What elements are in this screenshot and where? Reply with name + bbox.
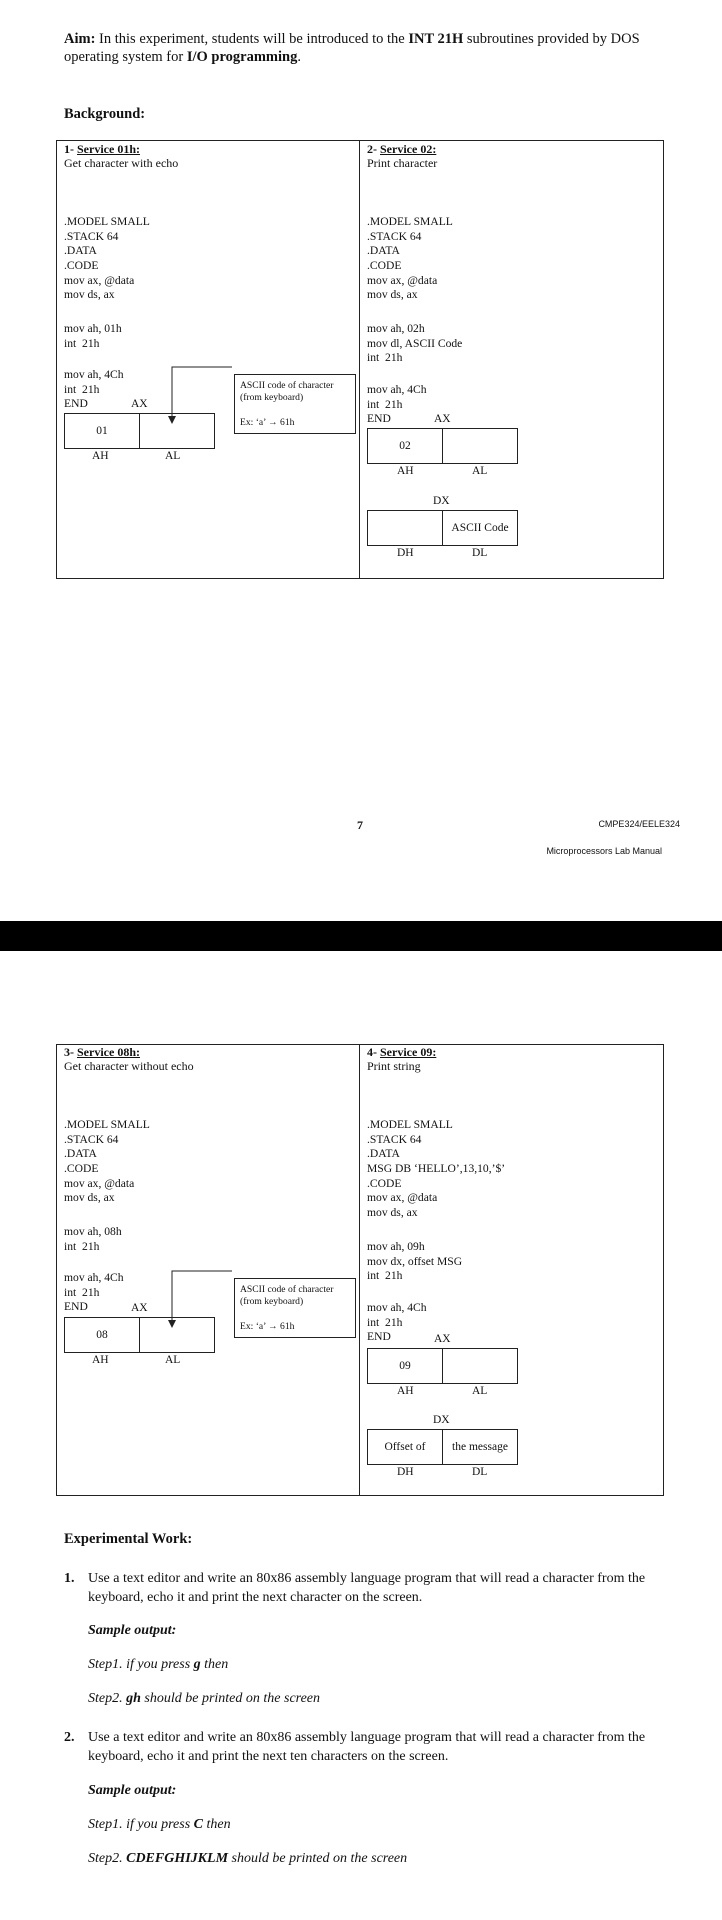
- exercise-text: Use a text editor and write an 80x86 assembly language program that will read a character from the keyboard, echo it and print the next character on the screen.: [88, 1571, 646, 1605]
- service-02-exit: mov ah, 4Ch int 21h END: [367, 383, 427, 426]
- table-divider: [359, 140, 360, 578]
- note-from-keyboard: (from keyboard): [240, 1296, 304, 1307]
- ah-label: AH: [397, 1385, 414, 1397]
- course-code: CMPE324/EELE324: [598, 819, 680, 829]
- exercise-2: [64, 1728, 670, 1766]
- aim-text: subroutines provided by DOS operating system for: [64, 31, 640, 65]
- exercise-text: Use a text editor and write an 80x86 assembly language program that will read a character from the keyboard, echo it and print the next ten characters on the screen.: [88, 1730, 646, 1764]
- ax-label: AX: [131, 398, 148, 410]
- page-number: 7: [357, 818, 363, 832]
- service-01-exit: mov ah, 4Ch int 21h END: [64, 368, 124, 411]
- dh-register-cell: Offset of: [367, 1429, 443, 1465]
- ah-label: AH: [92, 1354, 109, 1366]
- note-example: Ex: ‘a’ → 61h: [240, 1321, 295, 1332]
- service-08-subtitle: Get character without echo: [64, 1059, 194, 1073]
- sample-output-label: Sample output:: [88, 1623, 177, 1638]
- step-1: Step1. if you press g then: [88, 1657, 229, 1672]
- ax-label: AX: [131, 1302, 148, 1314]
- dl-label: DL: [472, 1466, 488, 1478]
- service-02-subtitle: Print character: [367, 156, 438, 170]
- service-08-heading: 3- Service 08h:: [64, 1045, 140, 1059]
- service-09-call: mov ah, 09h mov dx, offset MSG int 21h: [367, 1240, 463, 1283]
- al-label: AL: [165, 450, 181, 462]
- service-08-title: Service 08h:: [77, 1045, 140, 1059]
- table-divider: [359, 1044, 360, 1495]
- ah-register-cell: 01: [64, 413, 140, 449]
- service-09-title: Service 09:: [380, 1045, 437, 1059]
- note-ascii-code: ASCII code of character: [240, 380, 334, 391]
- exercise-1: [64, 1569, 670, 1607]
- dx-label: DX: [433, 1414, 450, 1426]
- ah-register-cell: 02: [367, 428, 443, 464]
- background-heading: Background:: [64, 106, 146, 122]
- service-02-call: mov ah, 02h mov dl, ASCII Code int 21h: [367, 322, 463, 365]
- dh-label: DH: [397, 547, 414, 559]
- arrow-icon: [160, 1268, 234, 1332]
- aim-text: .: [297, 49, 301, 65]
- service-08-exit: mov ah, 4Ch int 21h END: [64, 1271, 124, 1314]
- exercise-number: 1.: [64, 1571, 75, 1586]
- al-register-cell: [442, 1348, 518, 1384]
- aim-paragraph: [64, 30, 664, 66]
- arrow-icon: [160, 364, 234, 428]
- step-1: Step1. if you press C then: [88, 1817, 231, 1832]
- dl-label: DL: [472, 547, 488, 559]
- service-02-heading: 2- Service 02:: [367, 142, 437, 156]
- page-separator-band: [0, 921, 722, 951]
- sample-output-label: Sample output:: [88, 1783, 177, 1798]
- ax-label: AX: [434, 413, 451, 425]
- al-label: AL: [165, 1354, 181, 1366]
- service-02-code-block: .MODEL SMALL .STACK 64 .DATA .CODE mov ax, @data mov ds, ax: [367, 215, 453, 302]
- dh-label: DH: [397, 1466, 414, 1478]
- service-01-heading: 1- Service 01h:: [64, 142, 140, 156]
- ah-register-cell: 08: [64, 1317, 140, 1353]
- service-01-title: Service 01h:: [77, 142, 140, 156]
- ax-label: AX: [434, 1333, 451, 1345]
- service-09-heading: 4- Service 09:: [367, 1045, 437, 1059]
- al-label: AL: [472, 465, 488, 477]
- step-2: Step2. CDEFGHIJKLM should be printed on the screen: [88, 1851, 408, 1866]
- service-09-code-block: .MODEL SMALL .STACK 64 .DATA MSG DB ‘HELLO’,13,10,’$’ .CODE mov ax, @data mov ds, ax: [367, 1118, 506, 1219]
- dl-register-cell: the message: [442, 1429, 518, 1465]
- note-from-keyboard: (from keyboard): [240, 392, 304, 403]
- dh-register-cell: [367, 510, 443, 546]
- note-ascii-code: ASCII code of character: [240, 1284, 334, 1295]
- service-01-call: mov ah, 01h int 21h: [64, 322, 122, 350]
- experimental-work-heading: Experimental Work:: [64, 1531, 193, 1547]
- al-label: AL: [472, 1385, 488, 1397]
- exercise-number: 2.: [64, 1730, 75, 1745]
- service-01-code-block: .MODEL SMALL .STACK 64 .DATA .CODE mov ax, @data mov ds, ax: [64, 215, 150, 302]
- aim-io: I/O programming: [186, 49, 298, 65]
- dx-label: DX: [433, 495, 450, 507]
- service-01-subtitle: Get character with echo: [64, 156, 179, 170]
- service-08-code-block: .MODEL SMALL .STACK 64 .DATA .CODE mov ax, @data mov ds, ax: [64, 1118, 150, 1205]
- service-09-subtitle: Print string: [367, 1059, 421, 1073]
- ah-register-cell: 09: [367, 1348, 443, 1384]
- service-02-title: Service 02:: [380, 142, 437, 156]
- aim-label: Aim:: [64, 31, 96, 47]
- ah-label: AH: [397, 465, 414, 477]
- aim-text: In this experiment, students will be introduced to the: [95, 31, 409, 47]
- ah-label: AH: [92, 450, 109, 462]
- manual-title: Microprocessors Lab Manual: [546, 846, 662, 856]
- al-register-cell: [442, 428, 518, 464]
- service-09-exit: mov ah, 4Ch int 21h END: [367, 1301, 427, 1344]
- step-2: Step2. gh should be printed on the screen: [88, 1691, 321, 1706]
- note-example: Ex: ‘a’ → 61h: [240, 417, 295, 428]
- aim-int21h: INT 21H: [408, 31, 464, 47]
- service-08-call: mov ah, 08h int 21h: [64, 1225, 122, 1253]
- dl-register-cell: ASCII Code: [442, 510, 518, 546]
